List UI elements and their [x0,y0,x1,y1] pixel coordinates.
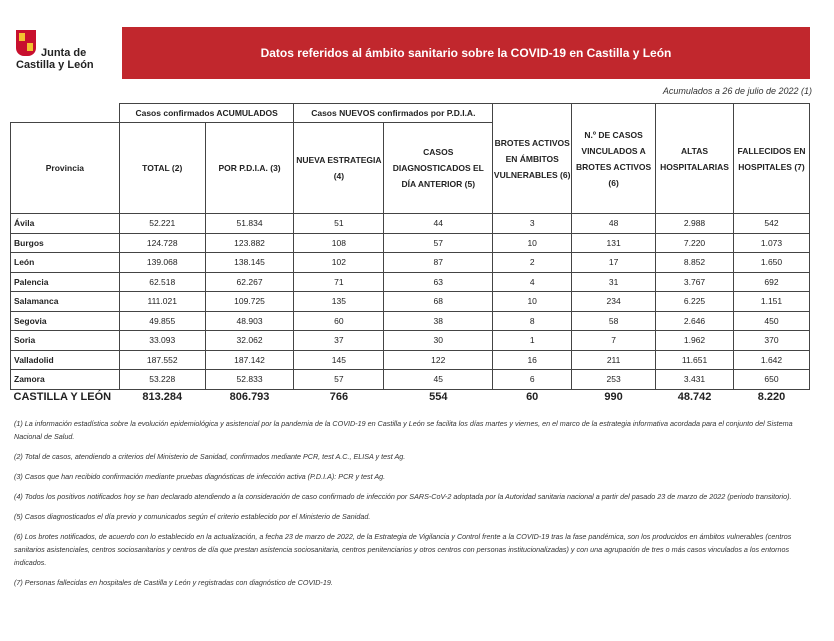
table-cell: 30 [384,331,493,351]
table-cell: 49.855 [119,311,205,331]
table-cell: 52.833 [205,370,294,390]
table-cell: 123.882 [205,233,294,253]
table-cell: 17 [572,253,656,273]
table-cell: 111.021 [119,292,205,312]
table-row [11,370,810,390]
table-cell: 7.220 [656,233,734,253]
table-row [11,311,810,331]
title-banner: Datos referidos al ámbito sanitario sobre la COVID-19 en Castilla y León [122,27,810,79]
cumulative-date: Acumulados a 26 de julio de 2022 (1) [662,86,812,96]
province-name: Soria [11,331,120,351]
table-cell: 1.642 [734,350,810,370]
table-cell: 122 [384,350,493,370]
table-row [11,331,810,351]
table-cell: 2.646 [656,311,734,331]
table-cell: 48.903 [205,311,294,331]
total-cell: 48.742 [656,389,734,404]
table-cell: 370 [734,331,810,351]
table-cell: 145 [294,350,384,370]
table-cell: 211 [572,350,656,370]
table-cell: 692 [734,272,810,292]
logo-line1: Junta de [41,47,87,59]
footnote: (1) La información estadística sobre la evolución epidemiológica y asistencial por la pandemia de la COVID-19 en Castilla y León se facilita los días martes y viernes, en el marco de la estrategia informativa acordada para el conjunto del Sistema Nacional de Salud. [14,419,793,441]
table-cell: 48 [572,214,656,234]
header-altas: ALTAS HOSPITALARIAS [656,104,734,214]
table-cell: 58 [572,311,656,331]
table-cell: 6.225 [656,292,734,312]
total-cell: 806.793 [205,389,294,404]
table-cell: 650 [734,370,810,390]
logo-line2: Castilla y León [16,59,94,71]
province-name: Burgos [11,233,120,253]
table-row [11,253,810,273]
table-cell: 60 [294,311,384,331]
header-new: Casos NUEVOS confirmados por P.D.I.A. [294,104,493,123]
table-cell: 4 [493,272,572,292]
table-cell: 57 [294,370,384,390]
table-cell: 1 [493,331,572,351]
footnote: (6) Los brotes notificados, de acuerdo con lo establecido en la actualización, a fecha 23 de marzo de 2022, de la Estrategia de Vigilancia y Control frente a la COVID-19 tras la fase pandémica, son los producidos en ámbitos vulnerables (centros sanitarios asistenciales, centros sociosanitarios y centros de día que prestan asistencia sociosanitaria, centros penitenciarios y otros centros con personas institucionalizadas) y con una agrupación de tres o más casos vinculados a los entornos indicados. [14,532,792,567]
table-cell: 542 [734,214,810,234]
table-cell: 68 [384,292,493,312]
table-cell: 139.068 [119,253,205,273]
table-cell: 253 [572,370,656,390]
total-cell: 8.220 [734,389,810,404]
table-cell: 131 [572,233,656,253]
table-cell: 6 [493,370,572,390]
footnote: (2) Total de casos, atendiendo a criterios del Ministerio de Sanidad, confirmados mediante PCR, test A.C., ELISA y test Ag. [14,452,406,461]
footnotes [14,417,804,596]
header-diagnosticados: CASOS DIAGNOSTICADOS EL DÍA ANTERIOR (5) [384,123,493,214]
table-cell: 102 [294,253,384,273]
covid-table [10,103,810,404]
table-cell: 57 [384,233,493,253]
table-cell: 87 [384,253,493,273]
province-name: Zamora [11,370,120,390]
footnote: (4) Todos los positivos notificados hoy se han declarado atendiendo a la consideración de caso confirmado de infección por SARS-CoV-2 adoptada por la Autoridad sanitaria nacional a partir del pasado 23 de marzo de 2022 (periodo transitorio). [14,492,792,501]
table-cell: 10 [493,233,572,253]
table-cell: 1.962 [656,331,734,351]
table-row [11,272,810,292]
table-cell: 3.431 [656,370,734,390]
footnote: (3) Casos que han recibido confirmación mediante pruebas diagnósticas de infección activa (P.D.I.A): PCR y test Ag. [14,472,386,481]
table-cell: 138.145 [205,253,294,273]
header-vinculados: N.º DE CASOS VINCULADOS A BROTES ACTIVOS (6) [572,104,656,214]
table-cell: 16 [493,350,572,370]
table-row [11,292,810,312]
table-cell: 1.073 [734,233,810,253]
table-row [11,233,810,253]
coat-of-arms-icon [16,30,36,56]
province-name: Segovia [11,311,120,331]
table-cell: 124.728 [119,233,205,253]
header-fallecidos: FALLECIDOS EN HOSPITALES (7) [734,104,810,214]
table-cell: 51.834 [205,214,294,234]
table-cell: 62.267 [205,272,294,292]
table-cell: 32.062 [205,331,294,351]
table-cell: 38 [384,311,493,331]
junta-logo [14,30,104,80]
table-cell: 52.221 [119,214,205,234]
table-cell: 33.093 [119,331,205,351]
table-cell: 63 [384,272,493,292]
table-cell: 1.650 [734,253,810,273]
table-cell: 62.518 [119,272,205,292]
table-cell: 51 [294,214,384,234]
table-row [11,350,810,370]
total-row [11,389,810,404]
table-row [11,214,810,234]
table-cell: 135 [294,292,384,312]
table-cell: 2.988 [656,214,734,234]
province-name: León [11,253,120,273]
total-cell: 60 [493,389,572,404]
total-label: CASTILLA Y LEÓN [11,389,120,404]
header-accumulated: Casos confirmados ACUMULADOS [119,104,294,123]
table-cell: 450 [734,311,810,331]
table-cell: 8.852 [656,253,734,273]
total-cell: 813.284 [119,389,205,404]
table-cell: 1.151 [734,292,810,312]
table-cell: 108 [294,233,384,253]
header-total: TOTAL (2) [119,123,205,214]
table-cell: 2 [493,253,572,273]
table-cell: 7 [572,331,656,351]
province-name: Valladolid [11,350,120,370]
table-cell: 3.767 [656,272,734,292]
table-cell: 187.142 [205,350,294,370]
table-cell: 44 [384,214,493,234]
header-brotes: BROTES ACTIVOS EN ÁMBITOS VULNERABLES (6) [493,104,572,214]
table-cell: 8 [493,311,572,331]
table-cell: 71 [294,272,384,292]
table-cell: 45 [384,370,493,390]
table-cell: 3 [493,214,572,234]
table-cell: 11.651 [656,350,734,370]
table-cell: 10 [493,292,572,312]
province-name: Palencia [11,272,120,292]
total-cell: 766 [294,389,384,404]
table-cell: 31 [572,272,656,292]
header-pdia: POR P.D.I.A. (3) [205,123,294,214]
total-cell: 554 [384,389,493,404]
province-name: Ávila [11,214,120,234]
table-cell: 53.228 [119,370,205,390]
table-cell: 187.552 [119,350,205,370]
header-nueva: NUEVA ESTRATEGIA (4) [294,123,384,214]
total-cell: 990 [572,389,656,404]
footnote: (7) Personas fallecidas en hospitales de Castilla y León y registradas con diagnóstico de COVID-19. [14,578,333,587]
province-name: Salamanca [11,292,120,312]
table-cell: 109.725 [205,292,294,312]
footnote: (5) Casos diagnosticados el día previo y comunicados según el criterio establecido por el Ministerio de Sanidad. [14,512,371,521]
table-cell: 37 [294,331,384,351]
table-cell: 234 [572,292,656,312]
header-provincia: Provincia [11,123,120,214]
